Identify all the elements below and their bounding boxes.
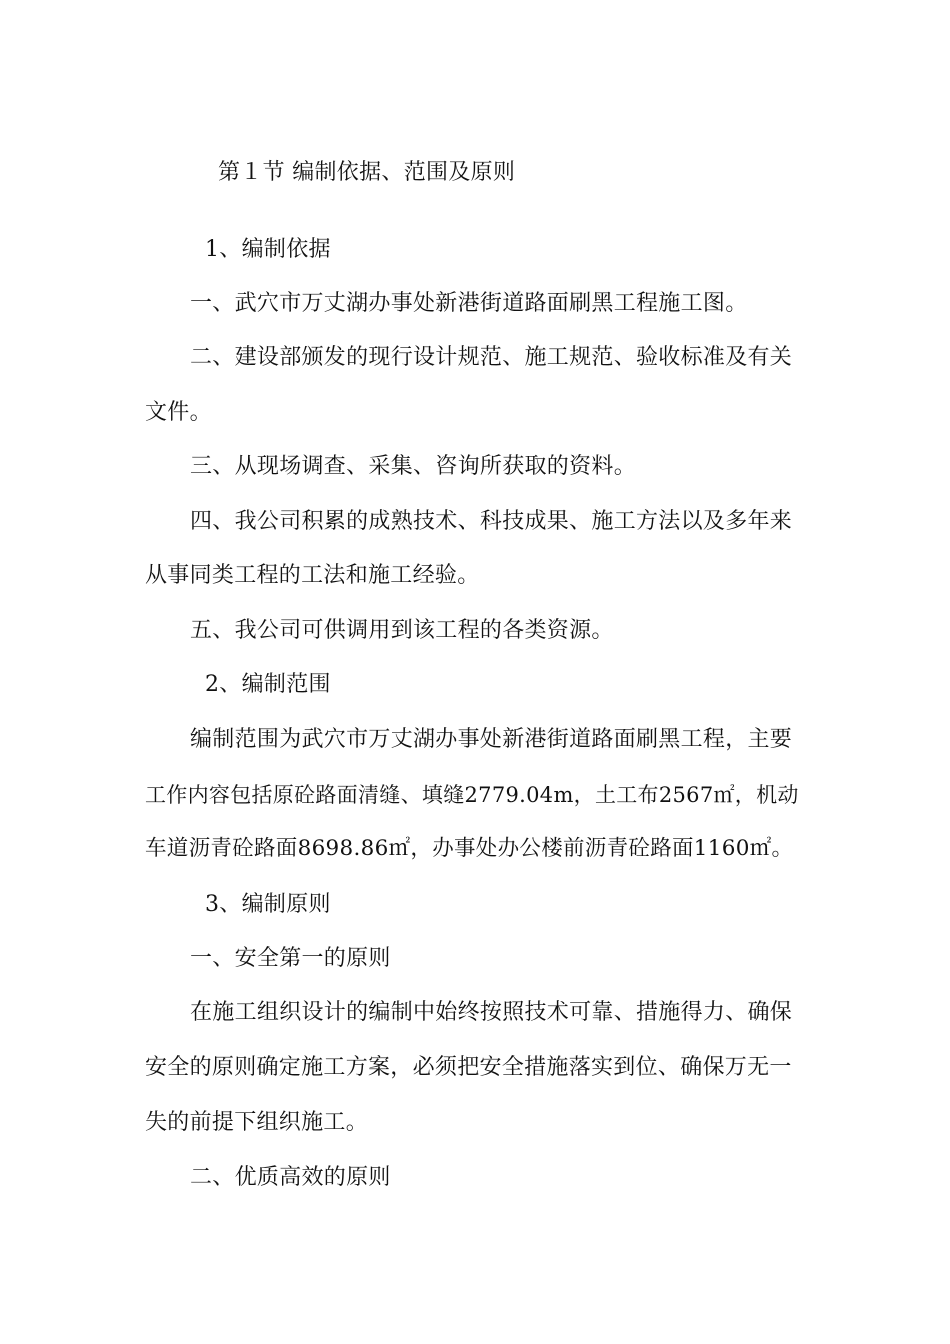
scope-line-1: 编制范围为武穴市万丈湖办事处新港街道路面刷黑工程，主要 [190,727,793,752]
basis-item-4-line-1: 四、我公司积累的成熟技术、科技成果、施工方法以及多年来 [190,509,793,534]
basis-item-4-line-2: 从事同类工程的工法和施工经验。 [145,563,480,588]
basis-heading: 1、编制依据 [205,237,331,262]
principle-1-line-2: 安全的原则确定施工方案，必须把安全措施落实到位、确保万无一 [145,1055,792,1080]
section-title: 第１节 编制依据、范围及原则 [218,160,516,185]
basis-item-5: 五、我公司可供调用到该工程的各类资源。 [190,618,614,643]
principle-1-line-3: 失的前提下组织施工。 [145,1110,369,1135]
basis-item-2-line-1: 二、建设部颁发的现行设计规范、施工规范、验收标准及有关 [190,345,793,370]
scope-line-2: 工作内容包括原砼路面清缝、填缝2779.04m，土工布2567㎡，机动 [145,783,799,807]
basis-item-2-line-2: 文件。 [145,400,212,425]
scope-line-3: 车道沥青砼路面8698.86㎡，办事处办公楼前沥青砼路面1160㎡。 [145,836,794,861]
principle-1-line-1: 在施工组织设计的编制中始终按照技术可靠、措施得力、确保 [190,1000,793,1025]
principles-heading: 3、编制原则 [205,892,331,917]
principle-2-title: 二、优质高效的原则 [190,1165,391,1190]
scope-heading: 2、编制范围 [205,672,331,697]
basis-item-3: 三、从现场调查、采集、咨询所获取的资料。 [190,454,637,479]
principle-1-title: 一、安全第一的原则 [190,946,391,971]
basis-item-1: 一、武穴市万丈湖办事处新港街道路面刷黑工程施工图。 [190,291,748,316]
